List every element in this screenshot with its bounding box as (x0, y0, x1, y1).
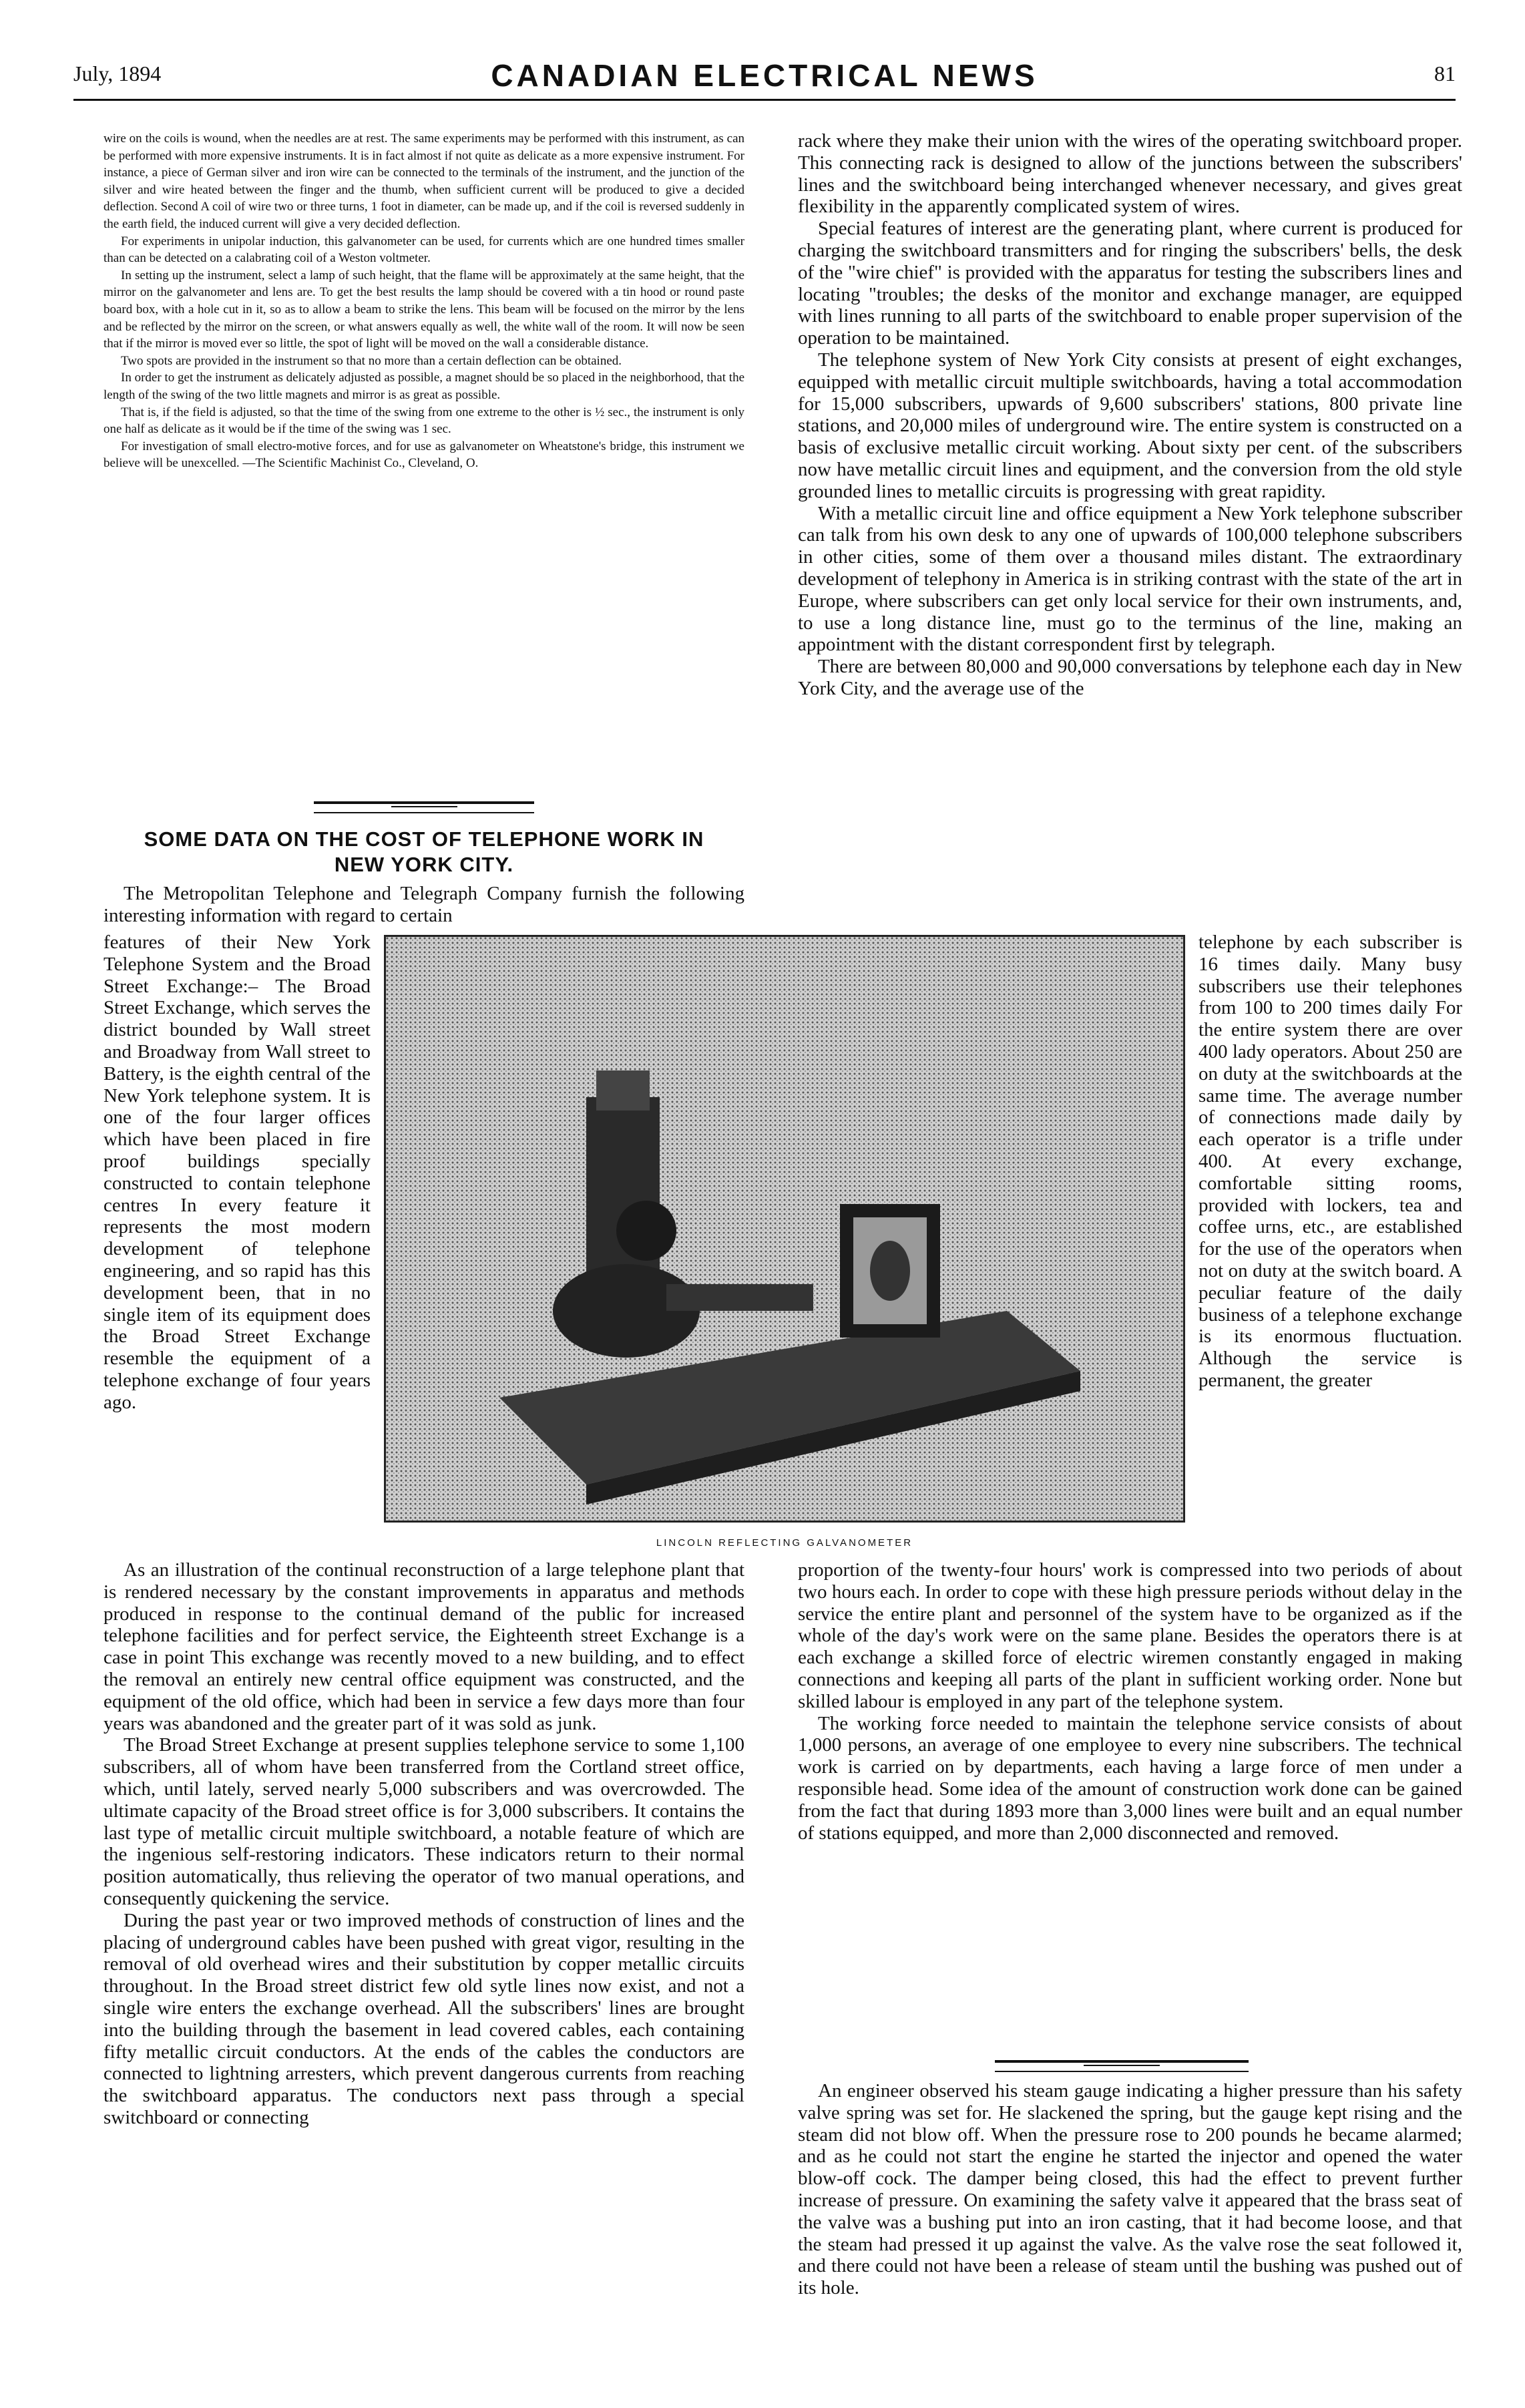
paragraph: There are between 80,000 and 90,000 conversations by telephone each day in New York City, and the average use of the (798, 656, 1462, 699)
paragraph: In setting up the instrument, select a lamp of such height, that the flame will be approximately at the same height, that the mirror on the galvanometer and lens are. To get the best results the lamp should be covered with a tin hood or round paste board box, with a hole cut in it, so as to allow a beam to strike the lens. This beam will be focused on the mirror by the lens and be reflected by the mirror on the screen, or what answers equally as well, the white wall of the room. It will now be seen that if the mirror is moved ever so little, the spot of light will be moved on the wall a considerable distance. (103, 268, 744, 351)
article-right-continued (798, 1559, 1462, 1844)
paragraph: An engineer observed his steam gauge indicating a higher pressure than his safety valve spring was set for. He slackened the spring, but the gauge kept rising and the steam did not blow off. When the pressure rose to 200 pounds he became alarmed; and as he could not start the engine he started the injector and opened the water blow-off cock. The damper being closed, this had the effect to prevent further increase of pressure. On examining the safety valve it appeared that the brass seat of the valve was a bushing put into an iron casting, that it had become loose, and that the steam had pressed it up against the valve. As the valve rose the seat followed it, and there could not have been a release of steam until the bushing was pushed out of its hole. (798, 2080, 1462, 2299)
paragraph: As an illustration of the continual reconstruction of a large telephone plant that is rendered necessary by the constant improvements in apparatus and methods produced in response to the continual demand of the public for increased telephone facilities and for perfect service, the Eighteenth street Exchange is a case in point This exchange was recently moved to a new building, and to effect the removal an entirely new central office equipment was constructed, and the equipment of the old office, which had been in service a few days more than four years was abandoned and the greater part of it was sold as junk. (103, 1559, 744, 1734)
page-header (73, 52, 1456, 101)
publication-title: CANADIAN ELECTRICAL NEWS (491, 58, 1038, 93)
paragraph: That is, if the field is adjusted, so that the time of the swing from one extreme to the other is ½ sec., the instrument is only one half as delicate as it would be if the time of the swing was 1 sec. (103, 405, 744, 437)
paragraph: During the past year or two improved methods of construction of lines and the placing of underground cables have been pushed with great vigor, resulting in the removal of old overhead wires and their substitution by copper metallic circuits throughout. In the Broad street district few old sytle lines now exist, and not a single wire enters the exchange overhead. All the subscribers' lines are brought into the building through the basement in lead covered cables, each containing fifty metallic circuit conductors. At the ends of the cables the conductors are connected to lightning arresters, which prevent dangerous currents from reaching the switchboard apparatus. The conductors next pass through a special switchboard or connecting (103, 1909, 744, 2128)
article-left-continued (103, 1559, 744, 2129)
paragraph: The telephone system of New York City consists at present of eight exchanges, equipped with metallic circuit multiple switchboards, having a total accommodation for 15,000 subscribers, upwards of 9,600 subscribers' stations, 800 private line stations, and 20,000 miles of underground wire. The entire system is constructed on a basis of exclusive metallic circuit working. About sixty per cent. of the subscribers now have metallic circuit lines and equipment, and the conversion from the old style grounded lines to metallic circuits is progressing with great rapidity. (798, 349, 1462, 502)
paragraph: For experiments in unipolar induction, this galvanometer can be used, for currents which are one hundred times smaller than can be detected on a calabrating coil of a Weston voltmeter. (103, 234, 744, 266)
paragraph: In order to get the instrument as delicately adjusted as possible, a magnet should be so placed in the neighborhood, that the length of the swing of the two little magnets and mirror is as great as possible. (103, 371, 744, 402)
galvanometer-article-continued (103, 130, 744, 472)
paragraph: The Metropolitan Telephone and Telegraph Company furnish the following interesting information with regard to certain (103, 883, 744, 926)
paragraph: The Broad Street Exchange at present supplies telephone service to some 1,100 subscribers, all of whom have been transferred from the Cortland street office, which, until lately, served nearly 5,000 subscribers and was overcrowded. The ultimate capacity of the Broad street office is for 3,000 subscribers. It contains the last type of metallic circuit multiple switchboard, a notable feature of which are the ingenious self-restoring indicators. These indicators return to their normal position automatically, thus relieving the operator of two manual operations, and consequently quickening the service. (103, 1734, 744, 1909)
galvanometer-engraving (384, 935, 1185, 1523)
section-divider (995, 2060, 1249, 2072)
section-divider (314, 801, 534, 813)
paragraph: The working force needed to maintain the telephone service consists of about 1,000 persons, an average of one employee to every nine subscribers. The technical work is carried on by departments, each having a large force of men under a responsible head. Some idea of the amount of construction work done can be gained from the fact that during 1893 more than 3,000 lines were built and an equal number of stations equipped, and more than 2,000 disconnected and removed. (798, 1712, 1462, 1844)
figure-caption: LINCOLN REFLECTING GALVANOMETER (656, 1537, 913, 1549)
headline-line: SOME DATA ON THE COST OF TELEPHONE WORK IN (144, 827, 704, 851)
page-number: 81 (1434, 61, 1456, 85)
paragraph: wire on the coils is wound, when the needles are at rest. The same experiments may be performed with this instrument, as can be performed with more expensive instruments. It is in fact almost if not quite as delicate as a more expensive instrument. For instance, a piece of German silver and iron wire can be connected to the terminals of the instrument, and the junction of the silver and wire heated between the finger and the thumb, when sufficient current will be produced to give a decided deflection. Second A coil of wire two or three turns, 1 foot in diameter, can be made up, and if the coil is reversed suddenly in the earth field, the induced current will give a very decided deflection. (103, 132, 744, 231)
engineer-item (798, 2080, 1462, 2299)
paragraph: Special features of interest are the generating plant, where current is produced for charging the switchboard transmitters and for ringing the subscribers' bells, the desk of the "wire chief" is provided with the apparatus for testing the subscribers lines and locating "troubles; the desks of the monitor and exchange manager, are equipped with lines running to all parts of the switchboard to enable proper supervision of the operation to be maintained. (798, 218, 1462, 349)
paragraph: features of their New York Telephone System and the Broad Street Exchange:– The Broad Street Exchange, which serves the district bounded by Wall street and Broadway from Wall street to Battery, is the eighth central of the New York telephone system. It is one of the four larger offices which have been placed in fire proof buildings specially constructed to contain telephone centres In every feature it represents the most modern development of telephone engineering, and so rapid has this development been, that in no single item of its equipment does the Broad Street Exchange resemble the equipment of a telephone exchange of four years ago. (103, 932, 371, 1413)
article-headline (103, 827, 744, 877)
paragraph: telephone by each subscriber is 16 times daily. Many busy subscribers use their telephones from 100 to 200 times daily For the entire system there are over 400 lady operators. About 250 are on duty at the switchboards at the same time. The average number of connections made daily by each operator is a trifle under 400. At every exchange, comfortable sitting rooms, provided with lockers, tea and coffee urns, etc., are established for the use of the operators when not on duty at the switch board. A peculiar feature of the daily business of a telephone exchange is its enormous fluctuation. Although the service is permanent, the greater (1199, 932, 1462, 1391)
galvanometer-illustration (386, 937, 1183, 1521)
paragraph: Two spots are provided in the instrument so that no more than a certain deflection can be obtained. (121, 353, 622, 368)
article-intro (103, 883, 744, 927)
paragraph: With a metallic circuit line and office equipment a New York telephone subscriber can talk from his own desk to any one of upwards of 100,000 telephone subscribers in other cities, some of them over a thousand miles distant. The extraordinary development of telephony in America is in striking contrast with the state of the art in Europe, where subscribers can get only local service for their own instruments, and, to use a long distance line, must go to the terminus of the line, making an appointment with the distant correspondent first by telegraph. (798, 502, 1462, 656)
article-right-top (798, 130, 1462, 700)
paragraph: proportion of the twenty-four hours' work is compressed into two periods of about two hours each. In order to cope with these high pressure periods without delay in the service the entire plant and personnel of the system have to be organized as if the whole of the day's work were on the same plane. Besides the operators there is at each exchange a skilled force of electric wiremen constantly engaged in making connections and keeping all parts of the plant in sufficient working order. None but skilled labour is employed in any part of the telephone system. (798, 1559, 1462, 1712)
paragraph: For investigation of small electro-motive forces, and for use as galvanometer on Wheatstone's bridge, this instrument we believe will be unexcelled. —The Scientific Machinist Co., Cleveland, O. (103, 439, 744, 471)
paragraph: rack where they make their union with the wires of the operating switchboard proper. This connecting rack is designed to allow of the junctions between the subscribers' lines and the switchboard being interchanged whenever necessary, and gives great flexibility in the apparently complicated system of wires. (798, 130, 1462, 218)
article-wrap-left (103, 932, 371, 1414)
headline-line: NEW YORK CITY. (334, 853, 514, 876)
article-wrap-right (1199, 932, 1462, 1392)
issue-date: July, 1894 (73, 61, 162, 85)
